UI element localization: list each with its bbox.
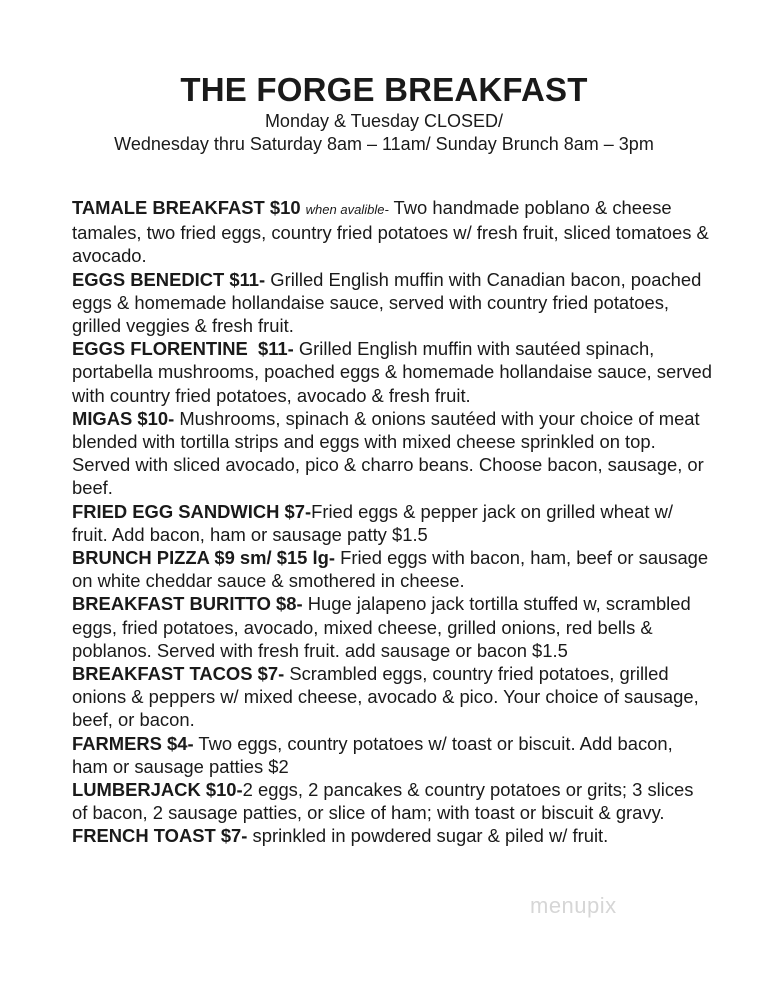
item-name: EGGS FLORENTINE $11-	[72, 338, 294, 360]
item-description: Mushrooms, spinach & onions sautéed with your choice of meat blended with tortilla strips and eggs with mixed cheese sprinkled on top. Served with sliced avocado, pico & charro beans. Choose bacon, sausage, or beef.	[72, 407, 704, 499]
menu-item-migas	[72, 407, 712, 500]
menu-item-french-toast	[72, 824, 712, 847]
item-description: Huge jalapeno jack tortilla stuffed w, scrambled eggs, fried potatoes, avocado, mixed cheese, grilled onions, red bells & poblanos. Served with fresh fruit. add sausage or bacon $1.5	[72, 593, 691, 661]
menu-item-tamale-breakfast	[72, 196, 712, 268]
menu-item-fried-egg-sandwich	[72, 500, 712, 546]
item-description: Fried eggs with bacon, ham, beef or sausage on white cheddar sauce & smothered in cheese.	[72, 547, 709, 592]
menu-item-eggs-florentine	[72, 337, 712, 407]
item-description: Two eggs, country potatoes w/ toast or biscuit. Add bacon, ham or sausage patties $2	[72, 732, 673, 777]
item-description: Grilled English muffin with Canadian bacon, poached eggs & homemade hollandaise sauce, served with country fried potatoes, grilled veggies & fresh fruit.	[72, 268, 702, 337]
item-name: TAMALE BREAKFAST $10	[72, 197, 301, 218]
menu-list	[72, 196, 712, 848]
menu-item-lumberjack	[72, 778, 712, 824]
item-name: LUMBERJACK $10-	[72, 779, 243, 801]
item-name: BREAKFAST TACOS $7-	[72, 663, 285, 685]
item-name: FRENCH TOAST $7-	[72, 825, 248, 847]
item-name: EGGS BENEDICT $11-	[72, 268, 266, 290]
hours-line-1: Monday & Tuesday CLOSED/	[264, 111, 504, 131]
item-description: Fried eggs & pepper jack on grilled wheat w/ fruit. Add bacon, ham or sausage patty $1.5	[72, 500, 673, 545]
menu-header	[0, 70, 768, 156]
menu-item-eggs-benedict	[72, 268, 712, 338]
menu-item-breakfast-tacos	[72, 662, 712, 732]
item-description: Scrambled eggs, country fried potatoes, grilled onions & peppers w/ mixed cheese, avocado & pico. Your choice of sausage, beef, or bacon.	[72, 663, 699, 731]
page-title: THE FORGE BREAKFAST	[180, 71, 588, 108]
item-name: FRIED EGG SANDWICH $7-	[72, 500, 312, 522]
item-description: Two handmade poblano & cheese tamales, two fried eggs, country fried potatoes w/ fresh fruit, sliced tomatoes & avocado.	[72, 197, 709, 267]
item-name: BRUNCH PIZZA $9 sm/ $15 lg-	[72, 547, 335, 569]
watermark: menupix	[530, 893, 617, 918]
menu-item-brunch-pizza	[72, 546, 712, 592]
menu-item-breakfast-buritto	[72, 592, 712, 662]
menu-item-farmers	[72, 732, 712, 778]
item-name: BREAKFAST BURITTO $8-	[72, 593, 303, 615]
hours-line-2: Wednesday thru Saturday 8am – 11am/ Sunday Brunch 8am – 3pm	[114, 134, 654, 154]
item-name: FARMERS $4-	[72, 732, 194, 754]
item-description: 2 eggs, 2 pancakes & country potatoes or grits; 3 slices of bacon, 2 sausage patties, or slice of ham; with toast or biscuit & gravy.	[72, 779, 694, 824]
item-note: when avalible-	[305, 202, 389, 217]
item-description: sprinkled in powdered sugar & piled w/ fruit.	[247, 825, 609, 847]
item-name: MIGAS $10-	[72, 407, 175, 429]
item-description: Grilled English muffin with sautéed spinach, portabella mushrooms, poached eggs & homemade hollandaise sauce, served with country fried potatoes, avocado & fresh fruit.	[72, 338, 712, 406]
